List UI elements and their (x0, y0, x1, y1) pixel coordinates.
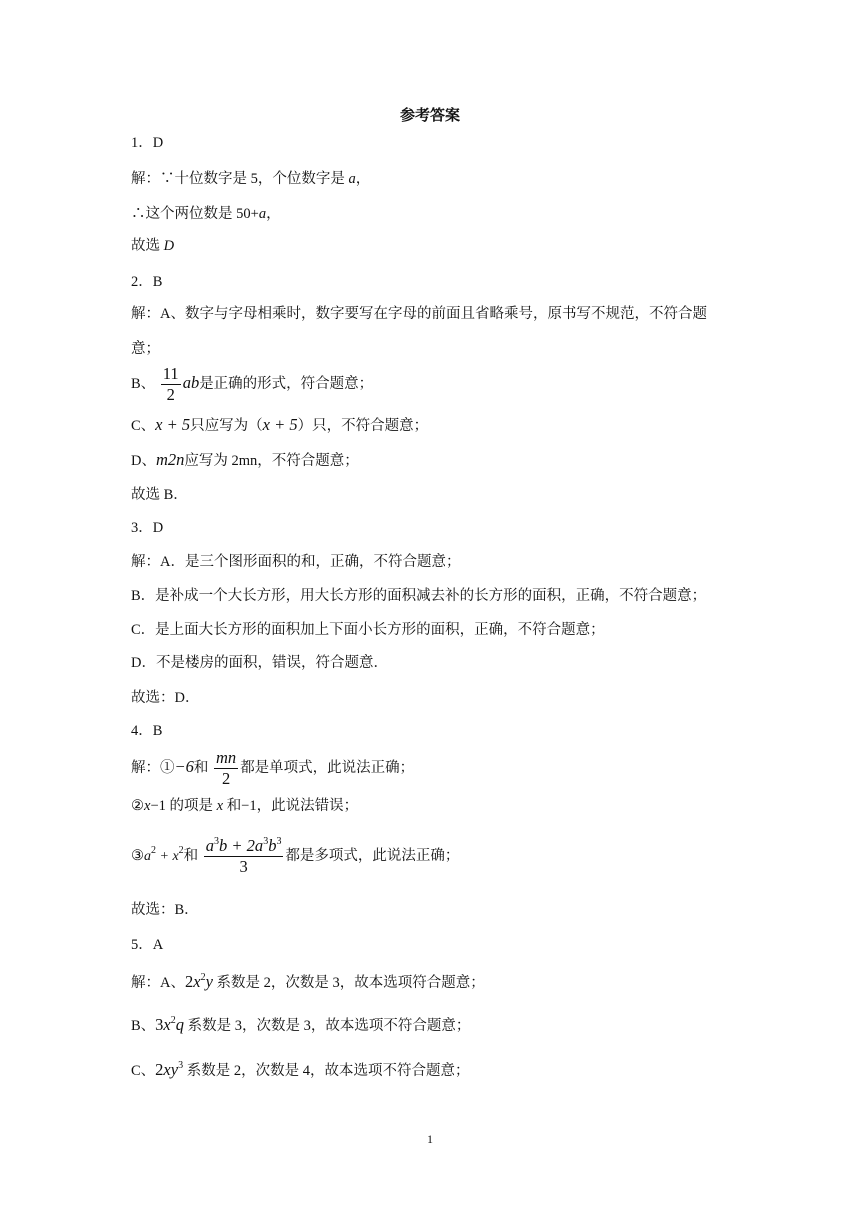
q3-option-a: 解：A．是三个图形面积的和，正确，不符合题意； (131, 554, 461, 570)
q2-c-expr2: x + 5 (262, 415, 298, 434)
q1-sol1-end: ， (355, 171, 371, 187)
q5-c-expr: $2xy^3$ (155, 1060, 184, 1079)
q3-option-b: B．是补成一个大长方形，用大长方形的面积减去补的长方形的面积，正确，不符合题意； (131, 588, 707, 604)
q2-b-suffix: 是正确的形式，符合题意； (199, 375, 374, 392)
q1-conclusion-text: 故选 (131, 238, 164, 254)
q2-option-d (131, 450, 359, 471)
q2-b-fraction (161, 364, 181, 405)
q1-sol2-text: ∴这个两位数是 50+ (131, 206, 259, 222)
q5-a-prefix: 解：A、 (131, 975, 185, 991)
page-number: 1 (427, 1132, 433, 1146)
q4-s1-prefix: 解：① (131, 759, 175, 776)
q1-sol2-end: ， (266, 206, 281, 222)
q3-option-c: C．是上面大长方形的面积加上下面小长方形的面积，正确，不符合题意； (131, 622, 605, 638)
q4-s3-suffix: 都是多项式，此说法正确； (285, 847, 460, 864)
q5-a-expr: $2x^2y$ (184, 972, 213, 991)
q2-d-suffix: 应写为 2mn，不符合题意； (184, 453, 359, 469)
q4-s1-frac-num: mn (216, 748, 237, 767)
q5-c-suffix: 系数是 2，次数是 4，故本选项不符合题意； (186, 1063, 470, 1079)
q4-s3-frac-num: $a^3b + 2a^3b^3$ (205, 836, 282, 855)
q5-answer: 5．A (131, 937, 164, 953)
q5-a-suffix: 系数是 2，次数是 3，故本选项符合题意； (216, 975, 485, 991)
q4-s3-expr: $a^2 + x^2$ (144, 844, 184, 864)
q2-c-expr1: x + 5 (155, 415, 191, 434)
q5-b-prefix: B、 (131, 1018, 156, 1034)
q1-solution-line2 (131, 204, 281, 224)
q2-b-frac-num: 11 (162, 364, 179, 383)
q2-option-b (131, 364, 373, 405)
q4-s1-and: 和 (193, 759, 209, 776)
q4-s1-fraction (214, 748, 238, 789)
q5-option-c (131, 1060, 469, 1081)
q5-option-a (131, 972, 485, 993)
q4-s3-frac-den: 3 (239, 857, 248, 876)
q5-option-b (131, 1015, 470, 1036)
q5-b-expr: $3x^2q$ (155, 1015, 184, 1034)
q1-solution-line1 (131, 169, 370, 189)
q4-statement-2 (131, 796, 358, 816)
q4-answer: 4．B (131, 723, 163, 739)
q2-b-prefix: B、 (131, 375, 156, 392)
q2-d-expr: m2n (155, 450, 185, 469)
q1-conclusion (131, 236, 174, 256)
q4-s3-and: 和 (183, 847, 199, 864)
q4-conclusion: 故选：B． (131, 902, 199, 918)
q2-b-expr: ab (182, 372, 200, 392)
q4-s2-var: x (144, 798, 151, 814)
q3-option-d: D．不是楼房的面积，错误，符合题意． (131, 655, 388, 671)
q3-conclusion: 故选：D． (131, 690, 200, 706)
q2-option-a-line2: 意； (131, 341, 160, 357)
q4-s1-number: −6 (174, 756, 194, 776)
q4-s3-prefix: ③ (131, 847, 144, 864)
q1-sol1-text: 解：∵十位数字是 5，个位数字是 (131, 171, 349, 187)
page-title: 参考答案 (399, 108, 460, 124)
q2-c-mid1: 只应写为（ (190, 418, 263, 434)
q5-c-prefix: C、 (131, 1063, 156, 1079)
q2-d-prefix: D、 (131, 453, 156, 469)
q2-c-mid2: ）只，不符合题意； (297, 418, 429, 434)
q4-s1-suffix: 都是单项式，此说法正确； (240, 759, 415, 776)
q4-statement-1 (131, 748, 414, 789)
q3-answer: 3．D (131, 520, 164, 536)
q1-conclusion-var: D (163, 238, 175, 254)
q2-answer: 2．B (131, 274, 163, 290)
q5-b-suffix: 系数是 3，次数是 3，故本选项不符合题意； (187, 1018, 471, 1034)
q2-c-prefix: C、 (131, 418, 156, 434)
q4-statement-3 (131, 836, 459, 877)
q2-b-frac-den: 2 (166, 385, 175, 404)
q4-s2-mid: −1 的项是 (150, 798, 217, 814)
q4-s3-fraction (204, 836, 284, 877)
q4-s2-suffix: 和−1，此说法错误； (223, 798, 359, 814)
q4-s2-var2: x (216, 798, 224, 814)
q1-answer: 1．D (131, 135, 164, 151)
q2-option-c (131, 415, 428, 436)
q4-s2-prefix: ② (131, 798, 144, 814)
q2-conclusion: 故选 B． (131, 487, 188, 503)
q1-sol2-var: a (258, 206, 267, 222)
q2-option-a-line1: 解：A、数字与字母相乘时，数字要写在字母的前面且省略乘号，原书写不规范，不符合题 (131, 306, 707, 322)
q4-s1-frac-den: 2 (221, 769, 231, 788)
q1-sol1-var: a (348, 171, 356, 187)
